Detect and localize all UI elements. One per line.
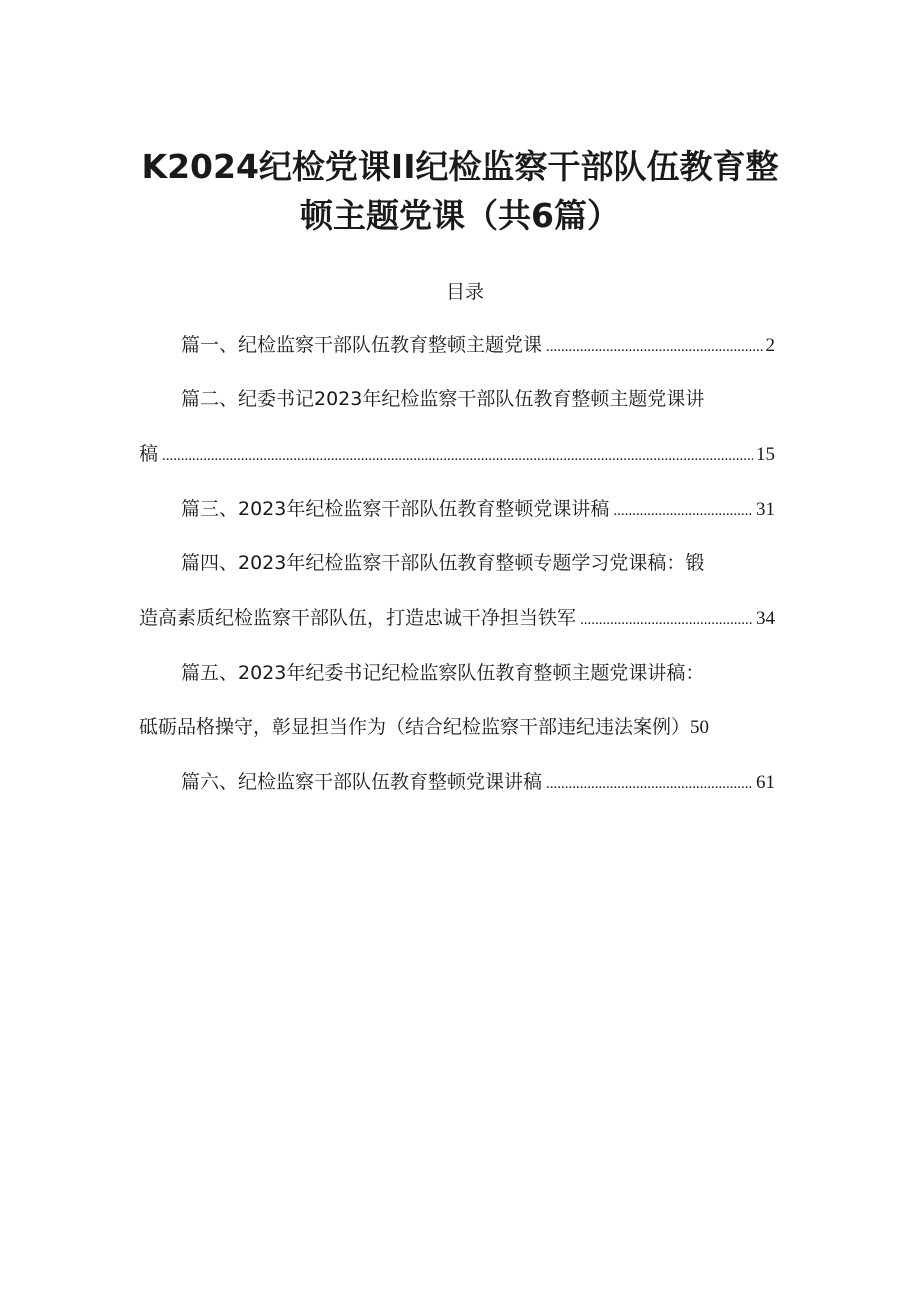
toc-entry-3[interactable] [139,494,775,518]
toc-entry-text: 篇二、纪委书记2023年纪检监察干部队伍教育整顿主题党课讲 [181,388,705,410]
toc-entry-5-line-1[interactable] [139,658,775,682]
toc-entry-text: 篇一、纪检监察干部队伍教育整顿主题党课 [181,334,543,356]
toc-leader-dots [580,612,753,629]
toc-entry-text: 篇四、2023年纪检监察干部队伍教育整顿专题学习党课稿：锻 [181,552,705,574]
toc-entry-2-line-2[interactable] [139,439,775,463]
toc-entry-4-line-2[interactable] [139,603,775,627]
toc-leader-dots [613,503,753,520]
toc-page-number: 34 [756,608,775,629]
toc-leader-dots [546,776,753,793]
toc-entry-4-line-1[interactable] [139,548,775,572]
toc-entry-text: 篇六、纪检监察干部队伍教育整顿党课讲稿 [181,771,543,793]
document-title-line-2: 顿主题党课（共6篇） [300,196,620,235]
toc-entry-text: 篇五、2023年纪委书记纪检监察队伍教育整顿主题党课讲稿： [181,662,705,684]
toc-entry-2-line-1[interactable] [139,384,775,408]
toc-entry-text: 篇三、2023年纪检监察干部队伍教育整顿党课讲稿 [181,498,610,520]
toc-heading: 目录 [445,281,484,303]
toc-page-number: 15 [756,444,775,465]
document-title-line-1: K2024纪检党课II纪检监察干部队伍教育整 [141,147,779,186]
toc-leader-dots [546,339,762,356]
toc-leader-dots [162,448,753,465]
toc-entry-1[interactable] [139,330,775,354]
toc-entry-5-line-2[interactable] [139,712,799,736]
toc-page-number: 50 [690,717,710,738]
toc-entry-text: 稿 [139,443,159,465]
toc-entry-text: 砥砺品格操守，彰显担当作为（结合纪检监察干部违纪违法案例） [139,716,691,738]
toc-entry-6[interactable] [139,767,775,791]
toc-page-number: 2 [765,335,775,356]
toc-page-number: 31 [756,499,775,520]
toc-entry-text: 造高素质纪检监察干部队伍，打造忠诚干净担当铁军 [139,607,577,629]
toc-page-number: 61 [756,772,775,793]
